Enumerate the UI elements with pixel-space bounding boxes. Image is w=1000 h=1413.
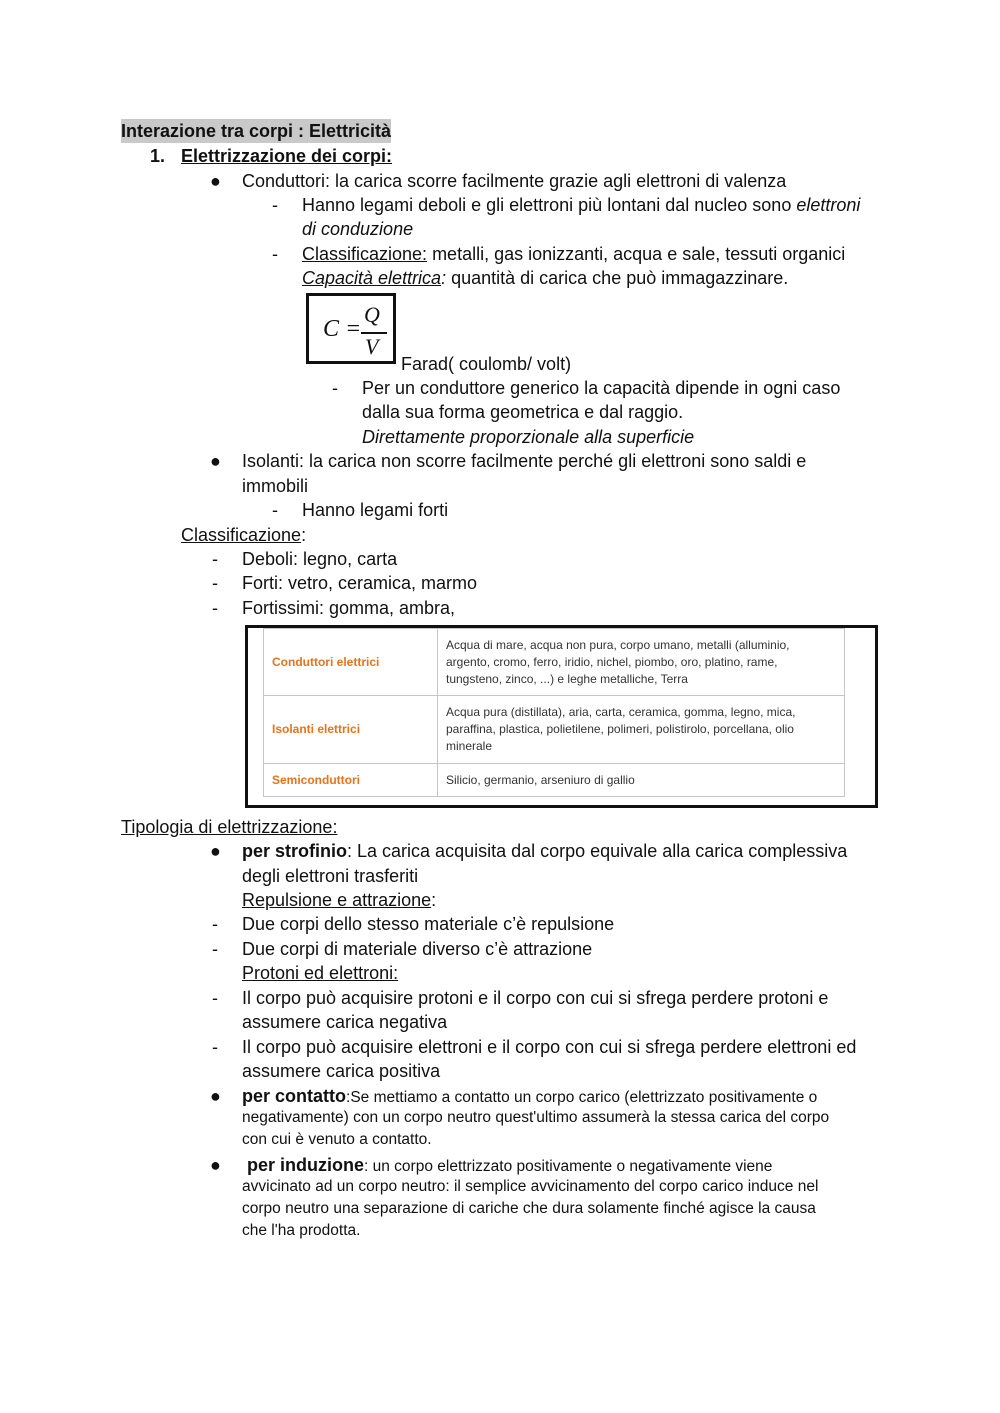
induzione-text: : un corpo elettrizzato positivamente o negativamente viene [364, 1158, 773, 1175]
induzione-line1 [242, 1153, 772, 1178]
conduttori-classificazione [302, 242, 845, 266]
table-value: Silicio, germanio, arseniuro di gallio [438, 764, 845, 797]
legami-text: Hanno legami deboli e gli elettroni più lontani dal nucleo sono [302, 195, 797, 215]
protoni-item1-line2: assumere carica negativa [242, 1012, 448, 1032]
induzione-line4: che l'ha prodotta. [242, 1222, 361, 1239]
contatto-line1 [242, 1084, 817, 1109]
table-key: Conduttori elettrici [264, 629, 438, 696]
tipologia-heading: Tipologia di elettrizzazione: [121, 817, 338, 837]
dash-icon: - [212, 573, 218, 593]
table-row [264, 629, 845, 696]
capacita-sub-line2: dalla sua forma geometrica e dal raggio. [362, 402, 684, 422]
dash-icon: - [272, 195, 278, 215]
repulsione-heading [242, 888, 436, 912]
formula-lhs: C = [323, 316, 362, 342]
formula-numerator: Q [364, 302, 380, 327]
repulsione-colon: : [431, 890, 437, 910]
formula-denominator: V [365, 334, 379, 359]
strofinio-line2: degli elettroni trasferiti [242, 866, 419, 886]
capacita-colon: : [441, 268, 447, 288]
contatto-line3: con cui è venuto a contatto. [242, 1131, 432, 1148]
table-key: Isolanti elettrici [264, 696, 438, 764]
classificazione-label: Classificazione: [302, 244, 428, 264]
classificazione-item: Fortissimi: gomma, ambra, [242, 598, 456, 618]
strofinio-line1 [242, 839, 847, 863]
classificazione-heading-label: Classificazione [181, 525, 302, 545]
classificazione-item: Deboli: legno, carta [242, 549, 398, 569]
repulsione-item: Due corpi dello stesso materiale c’è repulsione [242, 914, 615, 934]
repulsione-label: Repulsione e attrazione [242, 890, 432, 910]
strofinio-text: : La carica acquisita dal corpo equivale alla carica complessiva [347, 841, 848, 861]
dash-icon: - [212, 549, 218, 569]
bullet-icon: ● [210, 1155, 221, 1175]
conduttori-legami-line2: di conduzione [302, 219, 414, 239]
dash-icon: - [332, 378, 338, 398]
elettroni-italic: elettroni [796, 195, 861, 215]
isolanti-legami: Hanno legami forti [302, 500, 449, 520]
capacita-line [302, 266, 788, 290]
bullet-icon: ● [210, 171, 221, 191]
capacity-formula [306, 293, 396, 364]
bullet-icon: ● [210, 1086, 221, 1106]
capacita-sub-line3: Direttamente proporzionale alla superficie [362, 427, 695, 447]
bullet-icon: ● [210, 451, 221, 471]
contatto-text: :Se mettiamo a contatto un corpo carico (elettrizzato positivamente o [346, 1089, 818, 1106]
induzione-bold: per induzione [242, 1155, 365, 1175]
repulsione-item: Due corpi di materiale diverso c’è attrazione [242, 939, 593, 959]
capacita-rest: quantità di carica che può immagazzinare. [446, 268, 789, 288]
dash-icon: - [212, 598, 218, 618]
dash-icon: - [212, 939, 218, 959]
capacita-label: Capacità elettrica [302, 268, 442, 288]
contatto-bold: per contatto [242, 1086, 347, 1106]
capacita-sub-line1: Per un conduttore generico la capacità dipende in ogni caso [362, 378, 841, 398]
induzione-line3: corpo neutro una separazione di cariche che dura solamente finché agisce la causa [242, 1200, 816, 1217]
contatto-line2: negativamente) con un corpo neutro quest'ultimo assumerà la stessa carica del corpo [242, 1109, 830, 1126]
bullet-icon: ● [210, 841, 221, 861]
table-key: Semiconduttori [264, 764, 438, 797]
strofinio-bold: per strofinio [242, 841, 348, 861]
protoni-heading: Protoni ed elettroni: [242, 963, 399, 983]
conduttori-legami-line1 [302, 193, 860, 217]
classificazione-heading [181, 523, 306, 547]
protoni-item2-line2: assumere carica positiva [242, 1061, 441, 1081]
farad-unit: Farad( coulomb/ volt) [401, 354, 572, 374]
dash-icon: - [212, 988, 218, 1008]
protoni-item1-line1: Il corpo può acquisire protoni e il corpo con cui si sfrega perdere protoni e [242, 988, 829, 1008]
induzione-line2: avvicinato ad un corpo neutro: il semplice avvicinamento del corpo carico induce nel [242, 1178, 819, 1195]
dash-icon: - [272, 500, 278, 520]
conduttori-text: Conduttori: la carica scorre facilmente grazie agli elettroni di valenza [242, 171, 787, 191]
isolanti-line1: Isolanti: la carica non scorre facilmente perché gli elettroni sono saldi e [242, 451, 807, 471]
dash-icon: - [212, 1037, 218, 1057]
table-value: Acqua di mare, acqua non pura, corpo umano, metalli (alluminio, argento, cromo, ferro, iridio, nichel, piombo, oro, platino, rame, tungsteno, zinco, ...) e leghe metalliche, Terra [438, 629, 845, 696]
page-title: Interazione tra corpi : Elettricità [121, 121, 392, 141]
classificazione-item: Forti: vetro, ceramica, marmo [242, 573, 478, 593]
section-heading: Elettrizzazione dei corpi: [181, 146, 393, 166]
dash-icon: - [272, 244, 278, 264]
table-value: Acqua pura (distillata), aria, carta, ceramica, gomma, legno, mica, paraffina, plastica, polietilene, polimeri, polistirolo, porcellana, olio minerale [438, 696, 845, 764]
materials-table [263, 628, 845, 797]
classificazione-rest: metalli, gas ionizzanti, acqua e sale, tessuti organici [427, 244, 846, 264]
section-number: 1. [150, 146, 166, 166]
table-row [264, 696, 845, 764]
classificazione-heading-colon: : [301, 525, 307, 545]
protoni-item2-line1: Il corpo può acquisire elettroni e il corpo con cui si sfrega perdere elettroni ed [242, 1037, 857, 1057]
table-row [264, 764, 845, 797]
isolanti-line2: immobili [242, 476, 309, 496]
dash-icon: - [212, 914, 218, 934]
